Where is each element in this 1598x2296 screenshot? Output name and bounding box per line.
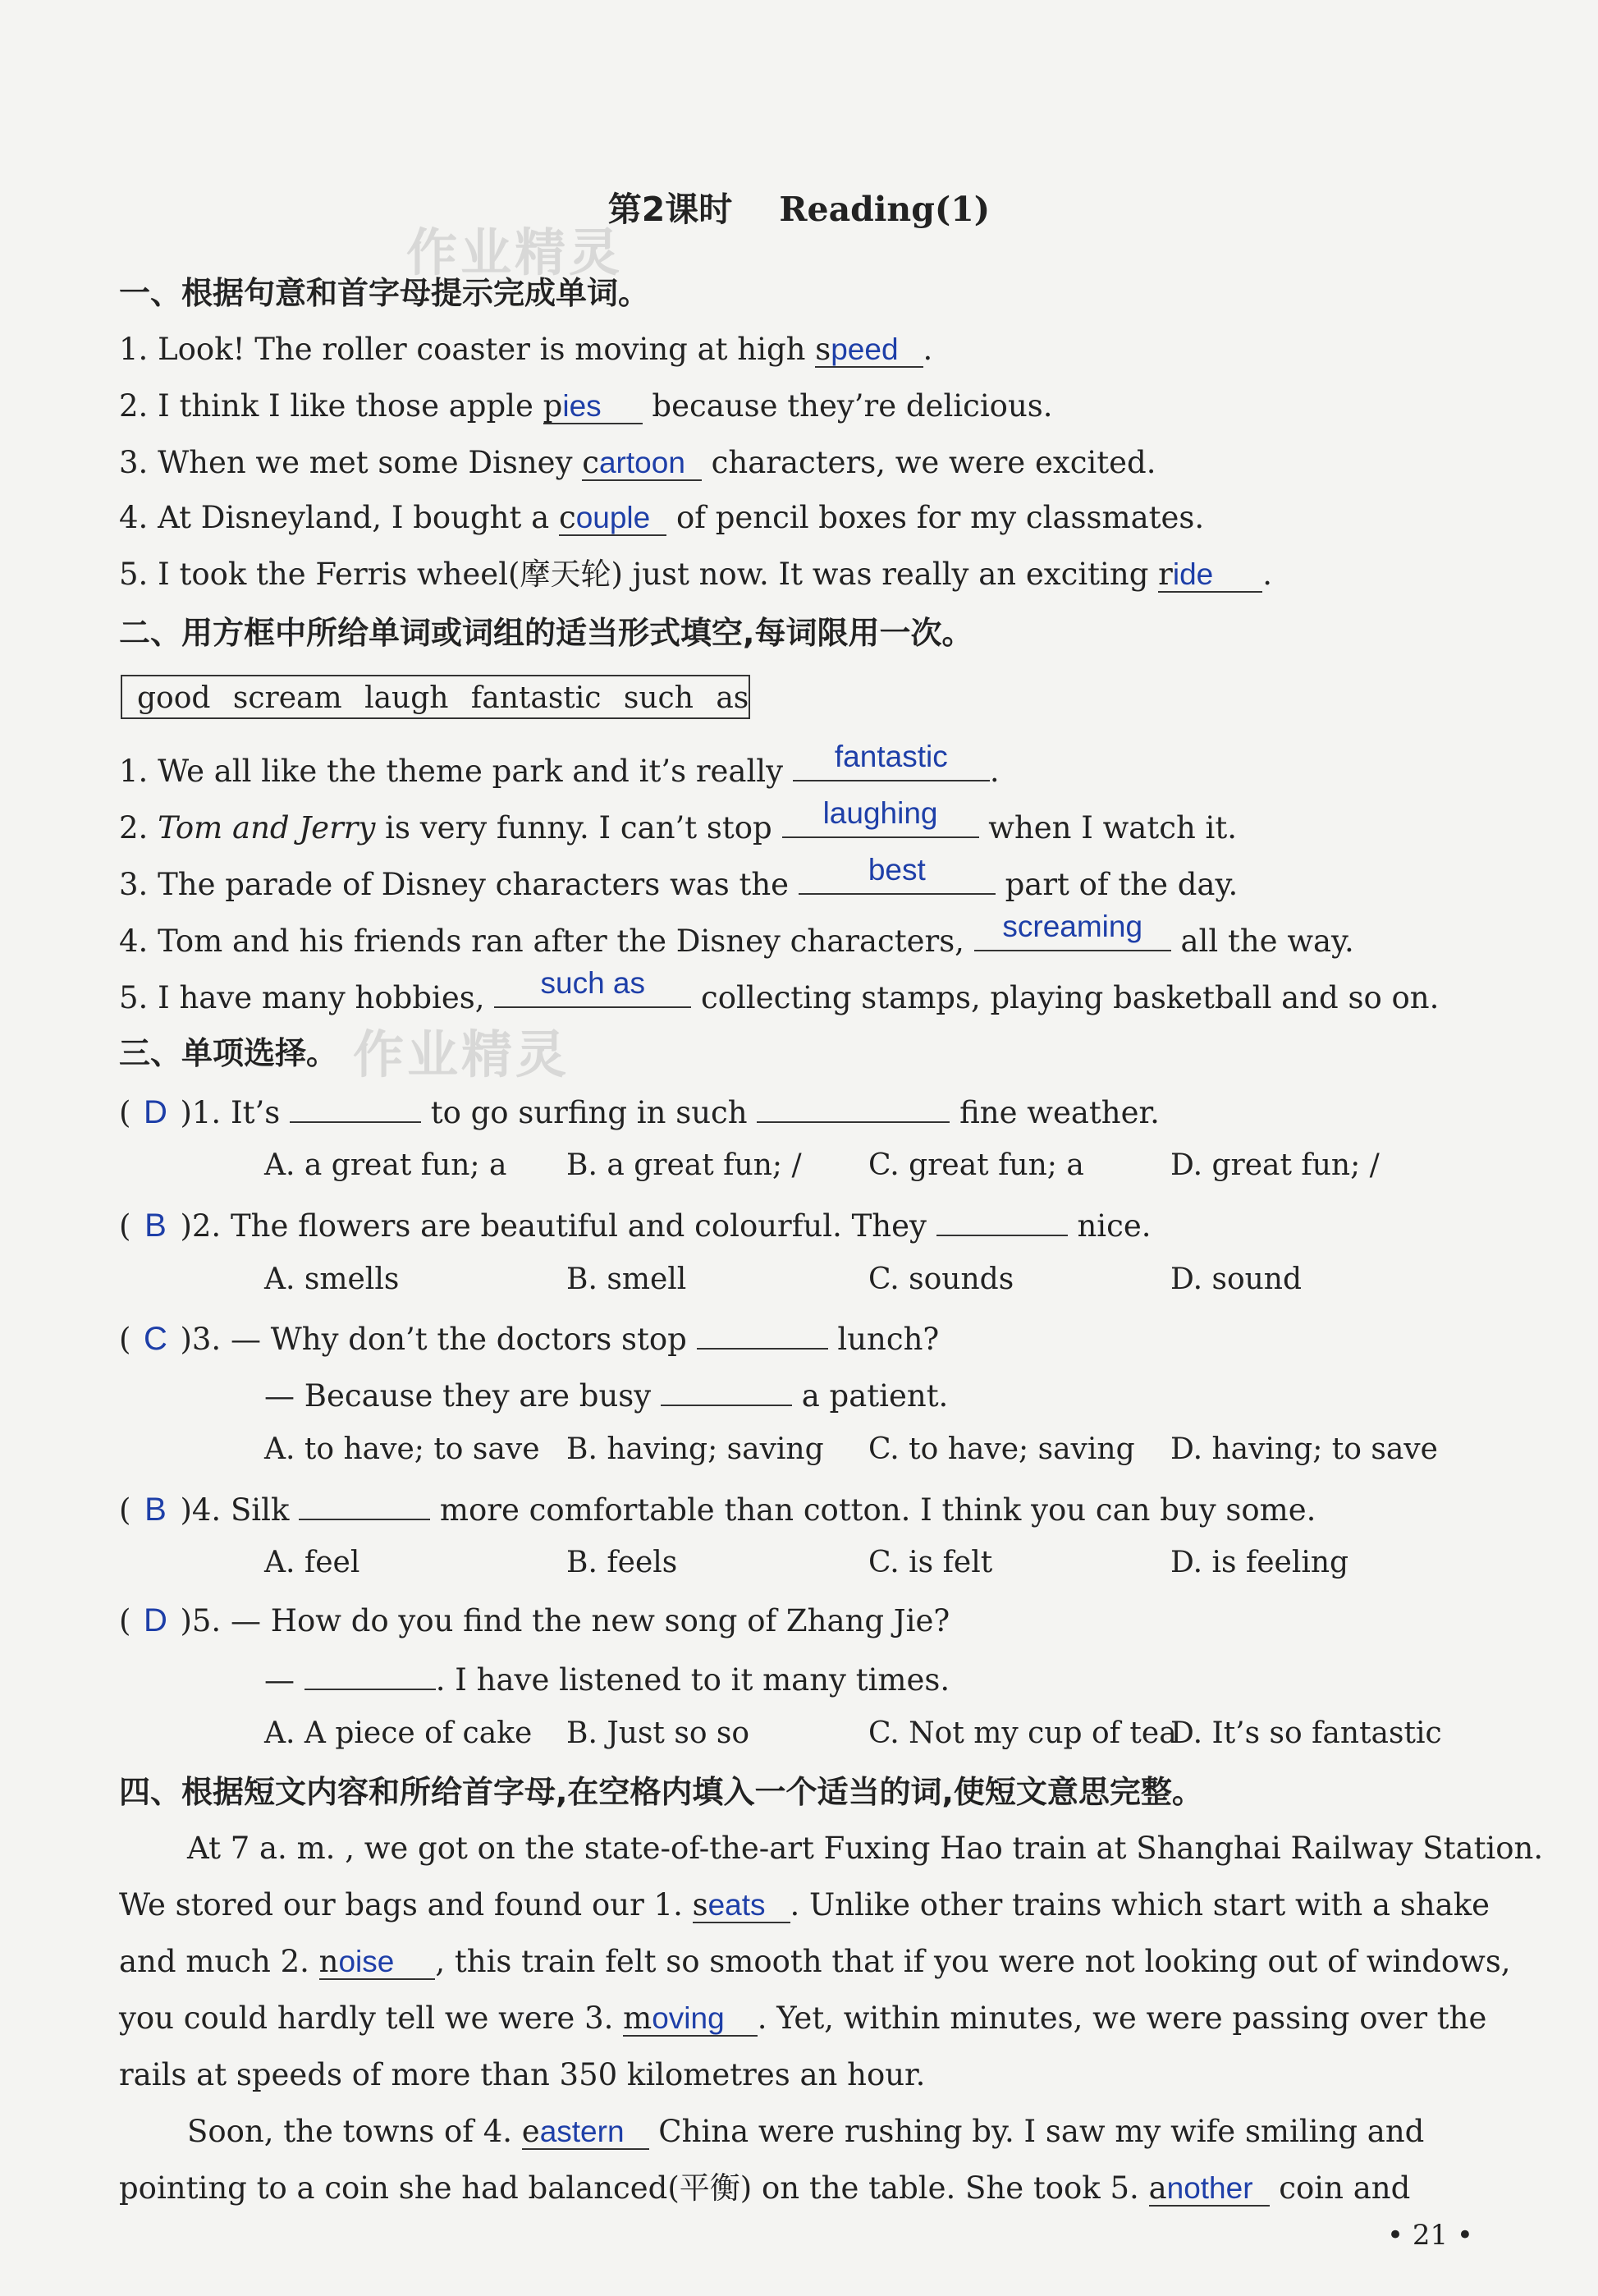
option-d[interactable]: D. is feeling: [1170, 1546, 1349, 1579]
question-number: )5.: [180, 1603, 222, 1638]
initial-letter: e: [521, 2114, 540, 2149]
answer-blank[interactable]: [582, 447, 702, 481]
passage-line-5: rails at speeds of more than 350 kilometres an hour.: [119, 2057, 926, 2092]
item-number: 3.: [119, 867, 149, 902]
paren-open: (: [119, 1322, 131, 1357]
stem-text: It’s: [230, 1095, 290, 1130]
item-number: 2.: [119, 810, 149, 846]
s2-item-2: [119, 796, 1238, 850]
answer-text: laughing: [822, 796, 938, 830]
mc-question-5-line2: [264, 1656, 950, 1702]
item-number: 1.: [119, 332, 149, 367]
stem-text: nice.: [1067, 1208, 1152, 1244]
mc-question-4: [119, 1486, 1316, 1532]
passage-line-3: [119, 1941, 1511, 1983]
answer-blank[interactable]: [543, 390, 643, 424]
question-number: )3.: [180, 1322, 222, 1357]
word-box: good scream laugh fantastic such as: [121, 675, 750, 719]
passage-line-7: [119, 2167, 1410, 2210]
s1-item-5: [119, 553, 1272, 596]
answer-blank[interactable]: [299, 1486, 430, 1520]
question-number: )4.: [180, 1492, 222, 1528]
watermark-top: 作业精灵: [406, 222, 624, 282]
answer-blank[interactable]: [304, 1656, 436, 1690]
item-text: Tom and his friends ran after the Disney characters,: [158, 923, 974, 959]
option-d[interactable]: D. It’s so fantastic: [1170, 1716, 1442, 1750]
answer-text: artoon: [598, 446, 685, 479]
lesson-title: [0, 182, 1598, 231]
answer-blank[interactable]: [793, 740, 990, 781]
item-text: I have many hobbies,: [158, 980, 495, 1015]
item-number: 4.: [119, 500, 149, 535]
option-b[interactable]: B. Just so so: [566, 1716, 750, 1750]
stem-text: fine weather.: [950, 1095, 1160, 1130]
passage-text: and much 2.: [119, 1944, 319, 1979]
answer-text: ouple: [575, 501, 651, 534]
answer-text: ide: [1172, 557, 1214, 591]
item-text: I took the Ferris wheel(摩天轮) just now. It was really an exciting: [158, 557, 1159, 592]
option-a[interactable]: A. smells: [264, 1263, 400, 1296]
s2-item-5: [119, 966, 1440, 1020]
option-b[interactable]: B. having; saving: [566, 1432, 824, 1466]
item-number: 4.: [119, 923, 149, 959]
answer-text: ies: [562, 389, 602, 423]
passage-text: you could hardly tell we were 3.: [119, 2000, 624, 2036]
choice-answer[interactable]: C: [143, 1321, 167, 1357]
question-number: )1.: [180, 1095, 222, 1130]
question-number: )2.: [180, 1208, 222, 1244]
option-a[interactable]: A. A piece of cake: [264, 1716, 533, 1750]
answer-blank-3[interactable]: [623, 2002, 758, 2037]
passage-text: . Unlike other trains which start with a shake: [790, 1887, 1490, 1922]
stem-text: lunch?: [827, 1322, 940, 1357]
item-number: 2.: [119, 388, 149, 424]
option-c[interactable]: C. is felt: [868, 1546, 993, 1579]
item-number: 5.: [119, 557, 149, 592]
mc-question-5: [119, 1599, 950, 1643]
item-text-after: collecting stamps, playing basketball and so on.: [691, 980, 1440, 1015]
watermark-middle: 作业精灵: [353, 1024, 570, 1084]
item-text: I think I like those apple: [158, 388, 543, 424]
answer-text: fantastic: [834, 740, 948, 773]
answer-text: screaming: [1002, 910, 1143, 943]
stem-text: —: [264, 1662, 304, 1698]
option-a[interactable]: A. feel: [264, 1546, 360, 1579]
answer-text: astern: [539, 2115, 625, 2148]
answer-blank[interactable]: [815, 333, 923, 368]
mc-question-2: [119, 1202, 1152, 1248]
s1-item-2: [119, 385, 1053, 428]
passage-text: . Yet, within minutes, we were passing over the: [757, 2000, 1487, 2036]
s2-item-1: [119, 740, 1000, 793]
item-text: Look! The roller coaster is moving at high: [158, 332, 816, 367]
initial-letter: n: [318, 1944, 339, 1979]
passage-text: , this train felt so smooth that if you were not looking out of windows,: [435, 1944, 1511, 1979]
passage-line-4: [119, 1997, 1486, 2040]
page-number: • 21 •: [1387, 2219, 1473, 2252]
stem-text: to go surfing in such: [420, 1095, 758, 1130]
choice-answer[interactable]: B: [144, 1492, 167, 1528]
answer-blank[interactable]: [559, 502, 666, 536]
option-d[interactable]: D. sound: [1170, 1263, 1303, 1296]
initial-letter: s: [815, 332, 831, 367]
answer-text: oise: [338, 1945, 395, 1978]
italic-title: Tom and Jerry: [158, 810, 376, 846]
passage-line-6: [187, 2110, 1424, 2153]
section1-heading: 一、根据句意和首字母提示完成单词。: [119, 275, 650, 311]
stem-text: — Because they are busy: [264, 1378, 661, 1414]
answer-blank-2[interactable]: [319, 1945, 436, 1980]
section3-heading: 三、单项选择。: [119, 1035, 338, 1071]
item-text-after: characters, we were excited.: [701, 445, 1156, 480]
mc-question-3-line2: [264, 1372, 948, 1418]
choice-answer[interactable]: D: [143, 1094, 167, 1130]
paren-open: (: [119, 1095, 131, 1130]
option-c[interactable]: C. to have; saving: [868, 1432, 1135, 1466]
option-a[interactable]: A. to have; to save: [264, 1432, 540, 1466]
option-c[interactable]: C. great fun; a: [868, 1148, 1084, 1182]
option-d[interactable]: D. having; to save: [1170, 1432, 1438, 1466]
s1-item-4: [119, 497, 1204, 539]
option-b[interactable]: B. feels: [566, 1546, 678, 1579]
item-number: 3.: [119, 445, 149, 480]
answer-blank[interactable]: [290, 1088, 421, 1123]
answer-blank-5[interactable]: [1149, 2172, 1270, 2207]
item-text-after: all the way.: [1170, 923, 1354, 959]
answer-text: best: [868, 853, 926, 887]
lesson-topic: Reading(1): [779, 190, 991, 229]
item-number: 1.: [119, 754, 149, 789]
initial-letter: p: [543, 388, 563, 424]
option-c[interactable]: C. sounds: [868, 1263, 1014, 1296]
answer-text: eats: [707, 1888, 766, 1922]
option-b[interactable]: B. smell: [566, 1263, 687, 1296]
answer-blank[interactable]: [1158, 558, 1262, 593]
answer-text: peed: [831, 332, 899, 366]
answer-blank[interactable]: [661, 1372, 792, 1406]
option-a[interactable]: A. a great fun; a: [264, 1148, 507, 1182]
initial-letter: c: [558, 500, 576, 535]
paren-open: (: [119, 1492, 131, 1528]
passage-text: China were rushing by. I saw my wife smiling and: [648, 2114, 1425, 2149]
answer-text: oving: [652, 2001, 725, 2035]
item-text: is very funny. I can’t stop: [375, 810, 782, 846]
passage-text: pointing to a coin she had balanced(平衡) on the table. She took 5.: [119, 2170, 1149, 2206]
item-number: 5.: [119, 980, 149, 1015]
initial-letter: m: [623, 2000, 652, 2036]
answer-blank[interactable]: [936, 1202, 1068, 1236]
initial-letter: s: [692, 1887, 708, 1922]
stem-text: . I have listened to it many times.: [435, 1662, 950, 1698]
item-text-after: part of the day.: [995, 867, 1239, 902]
s2-item-4: [119, 910, 1354, 963]
section4-heading: 四、根据短文内容和所给首字母,在空格内填入一个适当的词,使短文意思完整。: [119, 1774, 1203, 1810]
option-c[interactable]: C. Not my cup of tea: [868, 1716, 1177, 1750]
choice-answer[interactable]: D: [143, 1602, 167, 1638]
mc-question-3: [119, 1315, 939, 1361]
item-text-after: because they’re delicious.: [642, 388, 1053, 424]
stem-text: a patient.: [791, 1378, 949, 1414]
answer-blank[interactable]: [757, 1088, 950, 1123]
paren-open: (: [119, 1603, 131, 1638]
section2-heading: 二、用方框中所给单词或词组的适当形式填空,每词限用一次。: [119, 615, 973, 651]
passage-text: We stored our bags and found our 1.: [119, 1887, 693, 1922]
s2-item-3: [119, 853, 1239, 906]
item-text-after: of pencil boxes for my classmates.: [666, 500, 1205, 535]
option-b[interactable]: B. a great fun; /: [566, 1148, 802, 1182]
initial-letter: r: [1158, 557, 1173, 592]
stem-text: more comfortable than cotton. I think you can buy some.: [430, 1492, 1316, 1528]
option-d[interactable]: D. great fun; /: [1170, 1148, 1380, 1182]
item-text: When we met some Disney: [158, 445, 583, 480]
initial-letter: a: [1148, 2170, 1167, 2206]
stem-text: The flowers are beautiful and colourful. They: [230, 1208, 936, 1244]
item-text-after: .: [989, 754, 1000, 789]
choice-answer[interactable]: B: [144, 1208, 167, 1244]
passage-text: coin and: [1269, 2170, 1411, 2206]
mc-question-1: [119, 1088, 1160, 1134]
item-text-after: when I watch it.: [978, 810, 1238, 846]
answer-blank[interactable]: [494, 966, 691, 1008]
s1-item-1: [119, 328, 932, 371]
passage-line-2: [119, 1884, 1490, 1927]
stem-text: Silk: [230, 1492, 300, 1528]
item-text: At Disneyland, I bought a: [158, 500, 559, 535]
answer-blank[interactable]: [799, 853, 996, 895]
answer-blank[interactable]: [974, 910, 1171, 951]
answer-blank[interactable]: [697, 1315, 828, 1350]
answer-text: such as: [540, 966, 646, 1000]
item-text: The parade of Disney characters was the: [158, 867, 799, 902]
paren-open: (: [119, 1208, 131, 1244]
lesson-number: 第2课时: [607, 190, 733, 229]
stem-text: — Why don’t the doctors stop: [230, 1322, 697, 1357]
s1-item-3: [119, 442, 1156, 484]
passage-text: Soon, the towns of 4.: [187, 2114, 522, 2149]
answer-blank[interactable]: [782, 796, 979, 838]
item-text-after: .: [1262, 557, 1272, 592]
passage-line-1: At 7 a. m. , we got on the state-of-the-art Fuxing Hao train at Shanghai Railway Station.: [187, 1831, 1544, 1866]
initial-letter: c: [582, 445, 599, 480]
item-text-after: .: [923, 332, 933, 367]
answer-blank-1[interactable]: [693, 1889, 790, 1923]
item-text: We all like the theme park and it’s really: [158, 754, 793, 789]
answer-text: nother: [1166, 2171, 1253, 2205]
stem-text: — How do you find the new song of Zhang Jie?: [230, 1603, 950, 1638]
answer-blank-4[interactable]: [522, 2115, 649, 2150]
